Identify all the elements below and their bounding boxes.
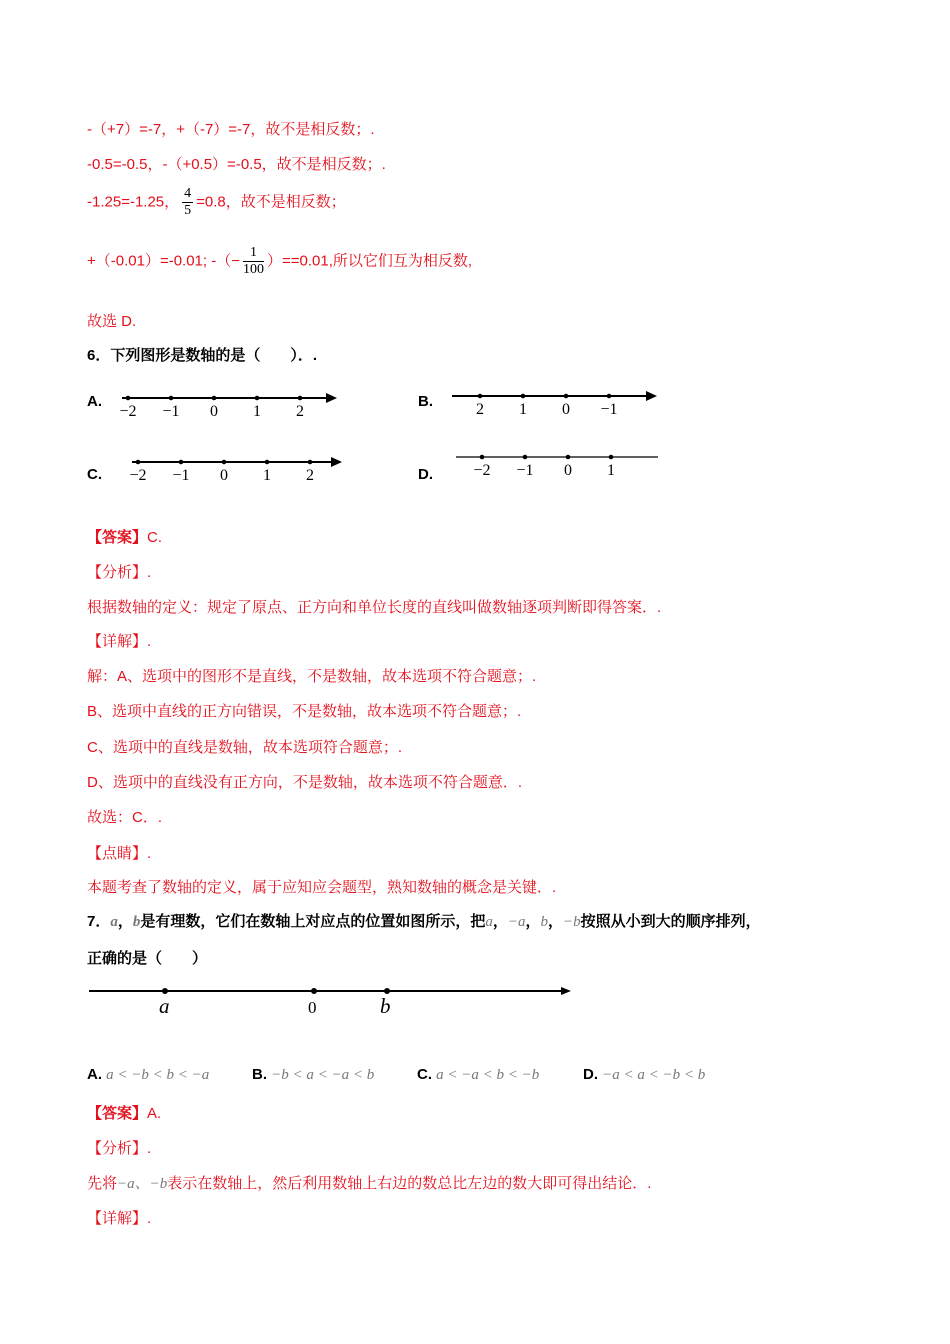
q6-option-c-label: C. xyxy=(87,466,102,483)
label-b: b xyxy=(380,994,391,1018)
tick-label: −2 xyxy=(129,467,147,484)
analysis-tag: 【分析】. xyxy=(87,1140,152,1157)
tick-label: 1 xyxy=(263,467,271,484)
q7-number-line xyxy=(87,980,577,1020)
text: -1.25=-1.25， xyxy=(87,193,180,211)
solution-line: -（+7）=-7，+（-7）=-7，故不是相反数；. xyxy=(87,121,375,138)
detail-line: B、选项中直线的正方向错误，不是数轴，故本选项不符合题意；. xyxy=(87,703,522,720)
var: −b xyxy=(563,914,581,930)
var: a xyxy=(110,914,118,930)
analysis-text: 根据数轴的定义：规定了原点、正方向和单位长度的直线叫做数轴逐项判断即得答案．. xyxy=(87,599,662,616)
answer-tag: 【答案】 xyxy=(87,529,148,546)
sep: ， xyxy=(117,913,133,930)
tick-point xyxy=(521,394,526,399)
denominator: 5 xyxy=(184,203,192,218)
tick-point xyxy=(523,455,528,460)
tick-point xyxy=(308,460,313,465)
tick-point xyxy=(480,455,485,460)
solution-line xyxy=(87,245,472,278)
tick-label: 2 xyxy=(296,403,304,420)
option-label: C. xyxy=(417,1066,432,1083)
tick-label: 2 xyxy=(476,401,484,418)
tick-point xyxy=(265,460,270,465)
point-0 xyxy=(311,988,317,994)
option-expr: −a < a < −b < b xyxy=(602,1067,706,1083)
axis-arrow xyxy=(331,457,342,467)
tick-point xyxy=(222,460,227,465)
solution-line: -0.5=-0.5，-（+0.5）=-0.5，故不是相反数；. xyxy=(87,156,386,173)
tick-label: −2 xyxy=(473,462,491,479)
denominator: 100 xyxy=(243,262,264,277)
tick-point xyxy=(255,396,260,401)
numerator: 1 xyxy=(243,245,264,262)
comment-tag: 【点睛】. xyxy=(87,845,152,862)
tick-point xyxy=(298,396,303,401)
tick-label: 1 xyxy=(607,462,615,479)
var: b xyxy=(132,914,141,930)
q7-option-a xyxy=(87,1066,209,1084)
detail-line: D、选项中的直线没有正方向，不是数轴，故本选项不符合题意．. xyxy=(87,774,523,791)
axis-arrow xyxy=(326,393,337,403)
numerator: 4 xyxy=(184,186,192,201)
q6-option-d-label: D. xyxy=(418,466,433,483)
analysis-tag: 【分析】. xyxy=(87,564,152,581)
option-label: D. xyxy=(583,1066,598,1083)
detail-tag: 【详解】. xyxy=(87,1210,152,1227)
axis-arrow xyxy=(561,987,571,995)
option-expr: a < −b < b < −a xyxy=(106,1067,210,1083)
tick-label: 0 xyxy=(210,403,218,420)
var: b xyxy=(540,914,549,930)
q7-option-d xyxy=(583,1066,705,1084)
text: =0.8，故不是相反数； xyxy=(196,193,346,211)
tick-point xyxy=(564,394,569,399)
tick-point xyxy=(126,396,131,401)
var: −a xyxy=(507,914,526,930)
q6-option-a-label: A. xyxy=(87,393,102,410)
question-7-title: 7．a，b是有理数，它们在数轴上对应点的位置如图所示，把a，−a，b，−b按照从小到大的顺序排列， xyxy=(87,913,761,930)
tick-point xyxy=(566,455,571,460)
tick-label: 0 xyxy=(220,467,228,484)
tick-label: −2 xyxy=(119,403,137,420)
tick-point xyxy=(212,396,217,401)
solution-line xyxy=(87,186,346,219)
tick-label: −1 xyxy=(162,403,180,420)
label-0: 0 xyxy=(308,998,317,1017)
solution-line: 故选 D. xyxy=(87,313,137,330)
q6-option-a-number-line xyxy=(118,388,338,424)
tick-point xyxy=(136,460,141,465)
option-expr: −b < a < −a < b xyxy=(271,1067,375,1083)
detail-line: 故选：C．. xyxy=(87,809,163,826)
text: 先将 xyxy=(87,1175,118,1192)
answer-line xyxy=(87,1102,161,1123)
tick-label: −1 xyxy=(172,467,190,484)
fraction xyxy=(243,245,264,278)
q-number: 7． xyxy=(87,913,111,930)
answer-value: C. xyxy=(147,529,163,546)
tick-point xyxy=(169,396,174,401)
q7-option-b xyxy=(252,1066,374,1084)
tick-label: 1 xyxy=(519,401,527,418)
text: 表示在数轴上，然后利用数轴上右边的数总比左边的数大即可得出结论．. xyxy=(167,1175,652,1192)
tick-point xyxy=(609,455,614,460)
question-7-line2: 正确的是（ ） xyxy=(87,950,208,967)
tick-label: 1 xyxy=(253,403,261,420)
analysis-text xyxy=(87,1172,651,1193)
q6-option-b-label: B. xyxy=(418,393,433,410)
q7-option-c xyxy=(417,1066,539,1084)
question-6-title: 6．下列图形是数轴的是（ ）．. xyxy=(87,347,318,364)
option-label: A. xyxy=(87,1066,102,1083)
tick-point xyxy=(179,460,184,465)
tick-label: 2 xyxy=(306,467,314,484)
text: +（-0.01）=-0.01; -（− xyxy=(87,252,240,270)
text: ）==0.01,所以它们互为相反数, xyxy=(267,252,473,270)
tick-point xyxy=(478,394,483,399)
q6-option-b-number-line xyxy=(448,386,658,422)
label-a: a xyxy=(159,994,170,1018)
q6-option-d-number-line xyxy=(452,447,662,483)
q6-option-c-number-line xyxy=(128,452,343,488)
detail-tag: 【详解】. xyxy=(87,633,152,650)
comment-text: 本题考查了数轴的定义，属于应知应会题型，熟知数轴的概念是关键．. xyxy=(87,879,557,896)
text: 按照从小到大的顺序排列， xyxy=(580,913,761,930)
axis-arrow xyxy=(646,391,657,401)
answer-line xyxy=(87,526,162,547)
tick-label: 0 xyxy=(562,401,570,418)
detail-line: C、选项中的直线是数轴，故本选项符合题意；. xyxy=(87,739,403,756)
tick-label: −1 xyxy=(600,401,618,418)
answer-tag: 【答案】 xyxy=(87,1105,148,1122)
vars: −a、−b xyxy=(117,1176,168,1192)
answer-value: A. xyxy=(147,1105,162,1122)
tick-point xyxy=(607,394,612,399)
tick-label: −1 xyxy=(516,462,534,479)
option-label: B. xyxy=(252,1066,267,1083)
text: 是有理数，它们在数轴上对应点的位置如图所示，把 xyxy=(140,913,486,930)
option-expr: a < −a < b < −b xyxy=(436,1067,540,1083)
detail-line: 解：A、选项中的图形不是直线，不是数轴，故本选项不符合题意；. xyxy=(87,668,537,685)
tick-label: 0 xyxy=(564,462,572,479)
var: a xyxy=(485,914,493,930)
fraction xyxy=(182,186,193,219)
